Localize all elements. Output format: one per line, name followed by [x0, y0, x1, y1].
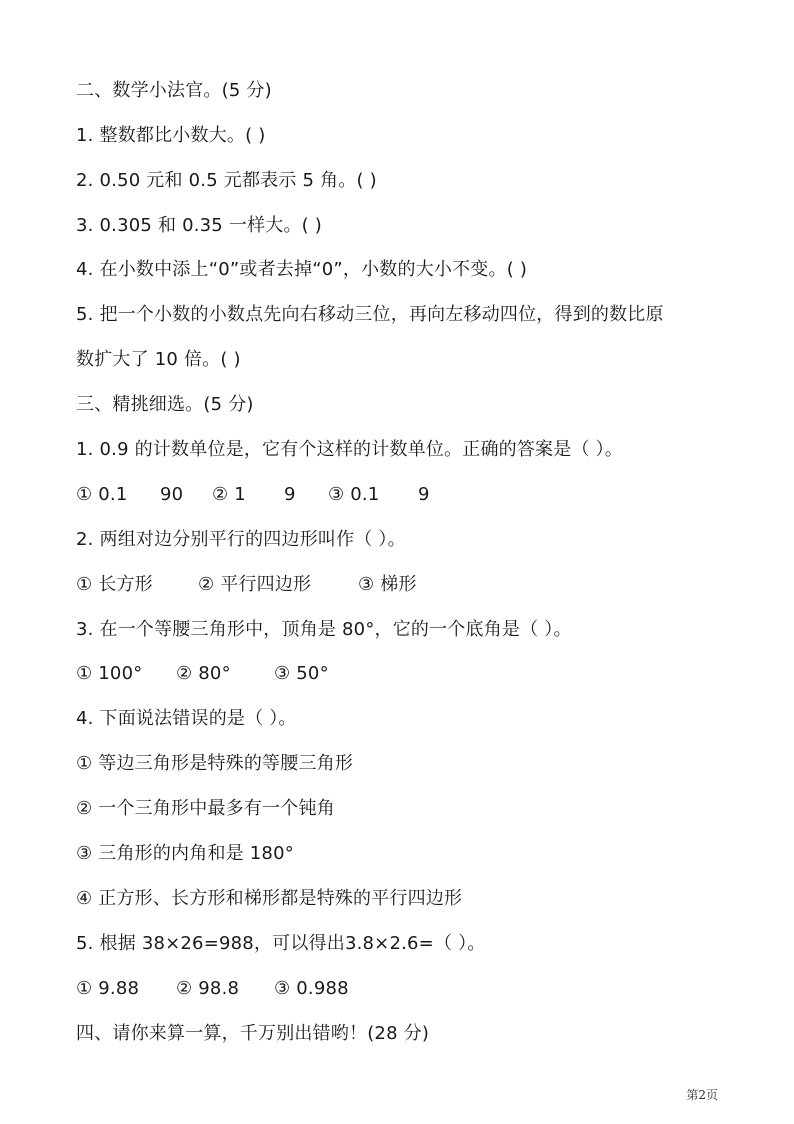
choice-q2-option-3: ③ 梯形: [358, 574, 417, 595]
choice-q3-option-2: ② 80°: [176, 663, 231, 684]
section-heading-calc: 四、请你来算一算，千万别出错哟！(28 分): [76, 1023, 430, 1044]
choice-q2-options: [76, 573, 417, 597]
choice-q1-option-3-value: ③ 0.1: [328, 484, 380, 505]
judge-item-5-line1: 5. 把一个小数的小数点先向右移动三位，再向左移动四位，得到的数比原: [76, 304, 664, 325]
choice-q1-text: 1. 0.9 的计数单位是，它有个这样的计数单位。正确的答案是（ ）。: [76, 439, 623, 460]
choice-q5-text: 5. 根据 38×26=988，可以得出3.8×2.6=（ ）。: [76, 933, 486, 954]
choice-q1-option-3-count: 9: [418, 484, 430, 505]
choice-q4-option-3: ③ 三角形的内角和是 180°: [76, 843, 294, 864]
choice-q5-option-3: ③ 0.988: [274, 978, 349, 999]
judge-item-1: 1. 整数都比小数大。( ): [76, 125, 266, 146]
choice-q1-option-2-count: 9: [284, 484, 296, 505]
choice-q3-option-1: ① 100°: [76, 663, 143, 684]
choice-q5-option-2: ② 98.8: [176, 978, 240, 999]
choice-q4-option-4: ④ 正方形、长方形和梯形都是特殊的平行四边形: [76, 888, 463, 909]
choice-q2-text: 2. 两组对边分别平行的四边形叫作（ ）。: [76, 529, 406, 550]
judge-item-4: 4. 在小数中添上“0”或者去掉“0”，小数的大小不变。( ): [76, 259, 528, 280]
choice-q2-option-1: ① 长方形: [76, 574, 153, 595]
judge-item-5-line2: 数扩大了 10 倍。( ): [76, 349, 241, 370]
section-heading-choice: 三、精挑细选。(5 分): [76, 394, 254, 415]
choice-q3-options: [76, 662, 329, 686]
page-number: 第2页: [686, 1088, 718, 1102]
choice-q3-text: 3. 在一个等腰三角形中，顶角是 80°，它的一个底角是（ ）。: [76, 619, 572, 640]
choice-q1-option-1-count: 90: [160, 484, 184, 505]
choice-q4-text: 4. 下面说法错误的是（ ）。: [76, 708, 297, 729]
choice-q5-option-1: ① 9.88: [76, 978, 140, 999]
choice-q1-option-1-value: ① 0.1: [76, 484, 128, 505]
choice-q5-options: [76, 977, 349, 1001]
choice-q2-option-2: ② 平行四边形: [198, 574, 312, 595]
section-heading-judge: 二、数学小法官。(5 分): [76, 80, 272, 101]
choice-q1-options: [76, 483, 430, 507]
judge-item-3: 3. 0.305 和 0.35 一样大。( ): [76, 215, 323, 236]
choice-q4-option-1: ① 等边三角形是特殊的等腰三角形: [76, 753, 354, 774]
choice-q1-option-2-value: ② 1: [212, 484, 246, 505]
judge-item-2: 2. 0.50 元和 0.5 元都表示 5 角。( ): [76, 170, 377, 191]
choice-q4-option-2: ② 一个三角形中最多有一个钝角: [76, 798, 335, 819]
choice-q3-option-3: ③ 50°: [274, 663, 329, 684]
